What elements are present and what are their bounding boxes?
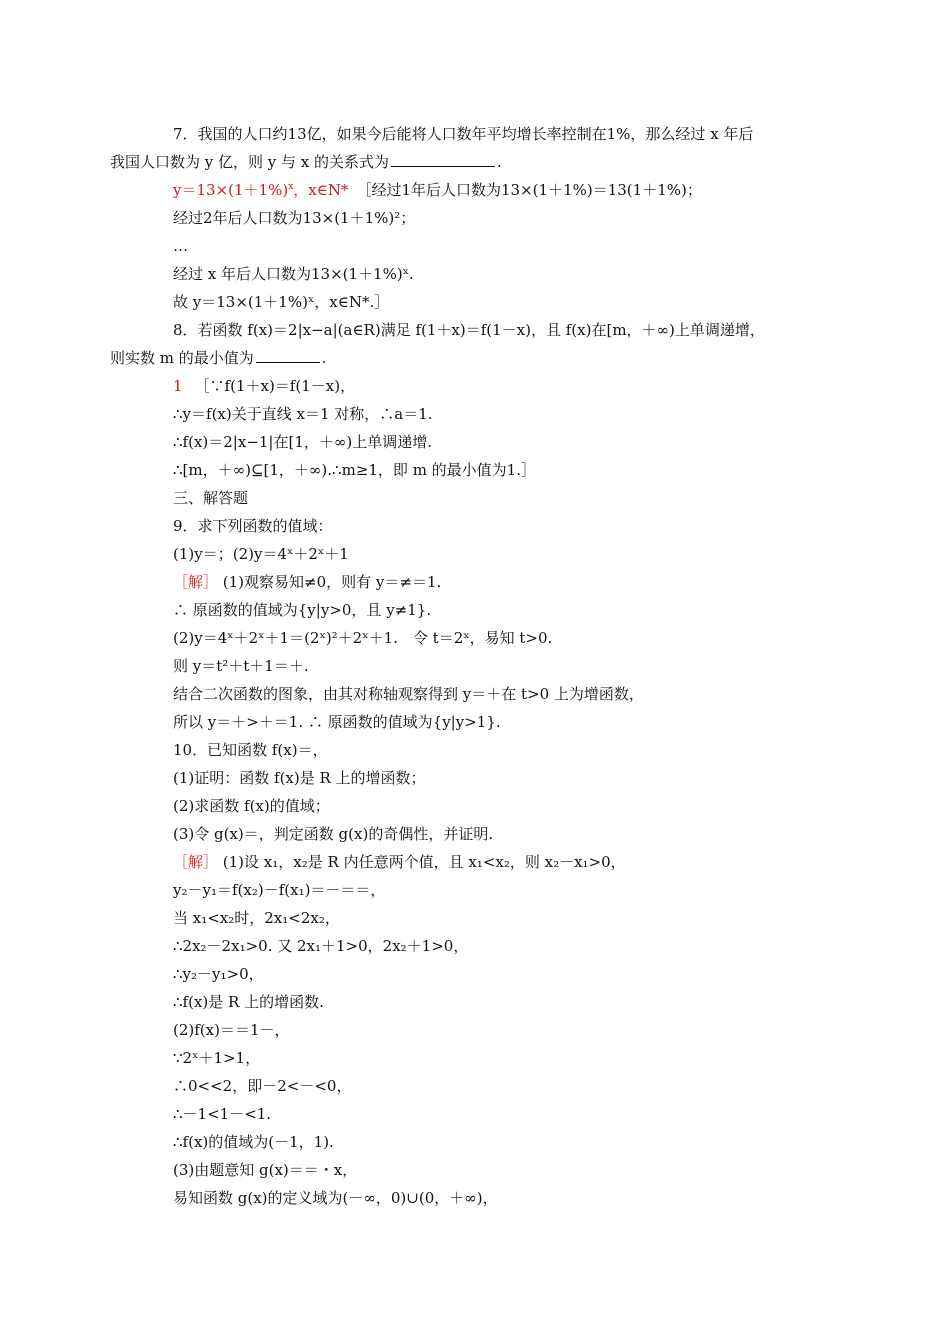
section-heading: 三、解答题 [173,489,249,507]
q7-answer-line [173,180,702,200]
q8-answer-line [173,376,355,396]
q9-solution-line-3: (2)y＝4ˣ＋2ˣ＋1＝(2ˣ)²＋2ˣ＋1. 令 t＝2ˣ，易知 t>0. [173,629,553,647]
q7-explain-2: 经过2年后人口数为13×(1＋1%)²； [173,209,416,227]
q8-answer: 1 [173,377,183,395]
q10-solution-line-12: (3)由题意知 g(x)＝＝・x， [173,1161,358,1179]
q10-solution-line-5: ∴y₂－y₁>0， [173,965,264,983]
q10-solution-line-7: (2)f(x)＝＝1－， [173,1021,290,1039]
q7-explain-1: ［经过1年后人口数为13×(1＋1%)＝13(1＋1%)； [356,181,702,199]
q10-part-3: (3)令 g(x)＝，判定函数 g(x)的奇偶性，并证明. [173,825,494,843]
q8-explain-4: ∴[m，＋∞)⊆[1，＋∞).∴m≥1，即 m 的最小值为1.］ [173,461,536,479]
q9-solution-label: ［解］ [173,573,219,591]
q10-solution-line-11: ∴f(x)的值域为(－1，1). [173,1133,334,1151]
q10-solution-line-2: y₂－y₁＝f(x₂)－f(x₁)＝－＝＝， [173,881,386,899]
q7-answer-domain: ，x∈N* [293,181,349,199]
q7-answer-exp: x [288,182,294,192]
q9-solution-line-1 [173,572,441,592]
q7-explain-3: … [173,237,188,255]
q8-period: . [321,349,327,367]
q10-part-2: (2)求函数 f(x)的值域； [173,797,330,815]
q7-explain-4: 经过 x 年后人口数为13×(1＋1%)ˣ. [173,265,414,283]
q10-solution-line-3: 当 x₁<x₂时，2x₁<2x₂， [173,909,340,927]
q7-period: . [497,153,502,171]
q10-solution-line-1 [173,852,626,872]
q10-solution-line-10: ∴－1<1－<1. [173,1105,272,1123]
q9-solution-line-2: ∴ 原函数的值域为{y|y>0，且 y≠1}. [173,601,432,619]
q7-answer [173,181,348,199]
q10-solution-line-4: ∴2x₂－2x₁>0. 又 2x₁＋1>0，2x₂＋1>0， [173,937,469,955]
q9-solution-line-6: 所以 y＝＋>＋＝1. ∴ 原函数的值域为{y|y>1}. [173,713,501,731]
q7-stem-line-1 [173,124,753,144]
q7-answer-text: y＝13×(1＋1%) [173,181,289,199]
q8-stem-line-2 [110,348,327,368]
q8-stem-line-1: 8．若函数 f(x)＝2|x−a|(a∈R)满足 f(1＋x)＝f(1－x)，且 f(x)在[m，＋∞)上单调递增， [173,321,765,339]
q10-part-1: (1)证明：函数 f(x)是 R 上的增函数； [173,769,426,787]
q10-solution-line-9: ∴0<<2，即－2<－<0， [173,1077,352,1095]
q8-stem-text-2: 则实数 m 的最小值为 [110,349,254,367]
q9-solution-line-4: 则 y＝t²＋t＋1＝＋. [173,657,309,675]
q7-stem-line-2 [110,152,502,172]
q9-parts: (1)y＝；(2)y＝4ˣ＋2ˣ＋1 [173,545,349,563]
q7-answer-blank [391,152,495,167]
q10-solution-line-6: ∴f(x)是 R 上的增函数. [173,993,324,1011]
q8-explain-2: ∴y＝f(x)关于直线 x＝1 对称，∴a＝1. [173,405,433,423]
q10-solution-line-13: 易知函数 g(x)的定义域为(－∞，0)∪(0，＋∞)， [173,1189,498,1207]
q8-explain-3: ∴f(x)＝2|x−1|在[1，＋∞)上单调递增. [173,433,432,451]
q10-stem: 10．已知函数 f(x)＝， [173,741,328,759]
q9-stem: 9．求下列函数的值域： [173,517,333,535]
q10-solution-text-1: (1)设 x₁，x₂是 R 内任意两个值，且 x₁<x₂，则 x₂－x₁>0， [218,853,626,871]
q9-solution-text-1: (1)观察易知≠0，则有 y＝≠＝1. [218,573,442,591]
q9-solution-line-5: 结合二次函数的图象，由其对称轴观察得到 y＝＋在 t>0 上为增函数， [173,685,644,703]
q7-stem-text-2: 我国人口数为 y 亿，则 y 与 x 的关系式为 [110,153,390,171]
q10-solution-label: ［解］ [173,853,219,871]
q7-stem-text: 7．我国的人口约13亿，如果今后能将人口数年平均增长率控制在1%，那么经过 x 年后 [173,125,754,143]
q8-explain-1: ［∵f(1＋x)＝f(1－x)， [194,377,356,395]
q10-solution-line-8: ∵2ˣ＋1>1， [173,1049,261,1067]
q7-explain-5: 故 y＝13×(1＋1%)ˣ，x∈N*.］ [173,293,390,311]
q8-answer-blank [256,348,320,363]
